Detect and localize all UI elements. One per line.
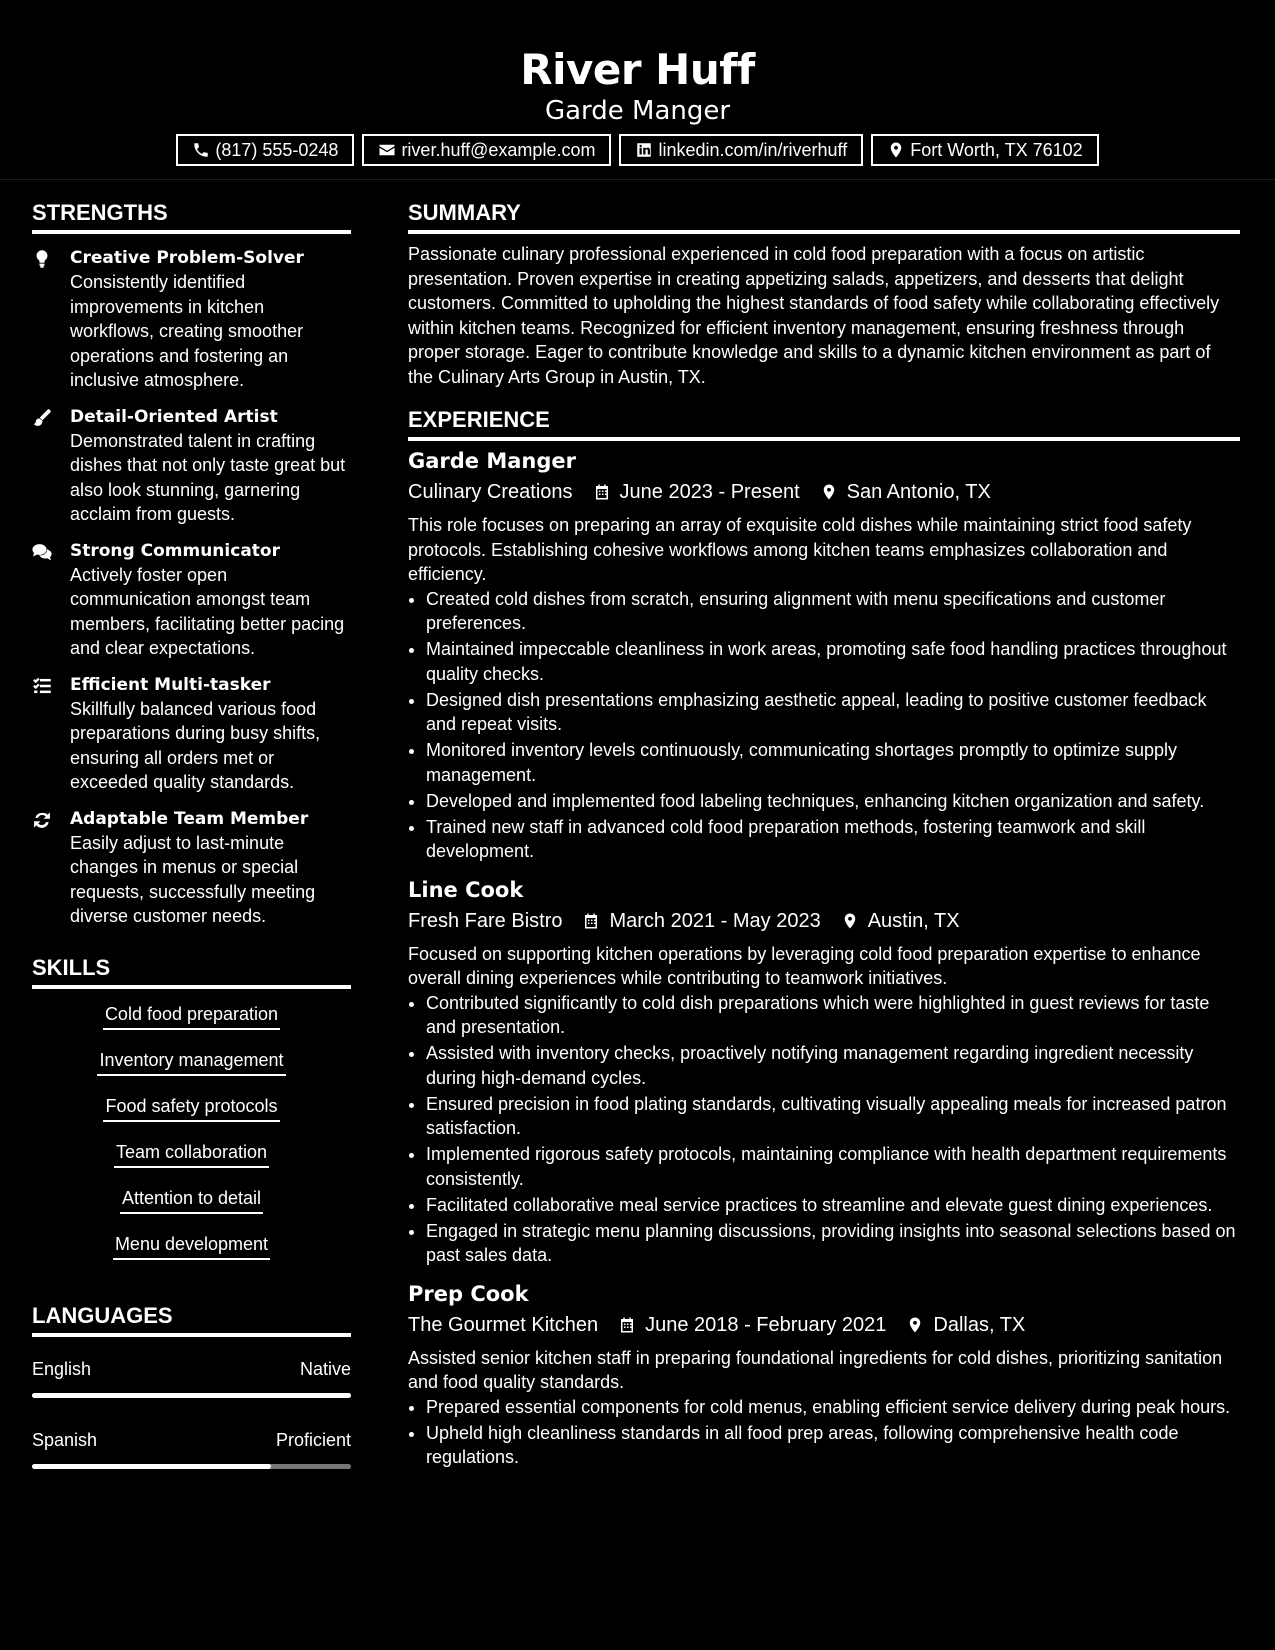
calendar-icon [593,482,611,502]
languages-heading: LANGUAGES [32,1299,351,1337]
contact-linkedin-text: linkedin.com/in/riverhuff [658,139,848,160]
job-entry [408,876,1240,1268]
refresh-icon [32,807,70,929]
job-bullet: • Monitored inventory levels continuously, communicating shortages promptly to optimize supply management. [426,738,1240,787]
map-pin-icon [887,141,905,159]
language-proficiency-fill [32,1464,271,1469]
skills-heading: SKILLS [32,951,351,989]
job-bullet: • Upheld high cleanliness standards in all food prep areas, following comprehensive health code regulations. [426,1421,1240,1470]
job-bullet: • Ensured precision in food plating standards, cultivating visually appealing meals for increased patron satisfaction. [426,1092,1240,1141]
job-meta [408,1310,1240,1340]
job-title: Garde Manger [408,449,576,473]
summary-heading: SUMMARY [408,196,1240,234]
language-name: Spanish [32,1429,98,1450]
strength-item [32,246,351,393]
strength-description: Consistently identified improvements in kitchen workflows, creating smoother operations and fostering an inclusive atmosphere. [70,272,304,390]
job-bullets [408,1395,1240,1470]
job-title: Prep Cook [408,1281,529,1306]
language-level: Native [299,1358,351,1379]
job-company: Culinary Creations [408,481,573,503]
job-bullet: • Engaged in strategic menu planning discussions, providing insights into seasonal selections based on past sales data. [426,1219,1240,1268]
skill-tag: Attention to detail [120,1185,263,1214]
strength-item [32,405,351,527]
job-title: Line Cook [408,877,524,902]
strength-title: Adaptable Team Member [70,808,309,829]
contact-bar [0,134,1275,166]
job-bullet: • Prepared essential components for cold menus, enabling efficient service delivery during peak hours. [426,1395,1240,1420]
strength-description: Easily adjust to last-minute changes in menus or special requests, successfully meeting diverse customer needs. [70,832,316,926]
strength-title: Creative Problem-Solver [70,248,304,268]
contact-phone[interactable] [176,134,354,166]
strength-title: Detail-Oriented Artist [70,406,278,427]
strength-item [32,673,351,795]
skills-list [32,1001,351,1277]
job-bullets [408,991,1240,1268]
strength-description: Skillfully balanced various food preparations during busy shifts, ensuring all orders met or exceeded quality standards. [70,698,321,792]
skill-tag: Inventory management [97,1047,285,1076]
chat-bubbles-icon [32,539,70,661]
language-proficiency-bar [32,1464,351,1469]
strength-title: Strong Communicator [70,540,280,561]
job-meta [408,906,1240,936]
calendar-icon [618,1315,636,1335]
skill-tag: Cold food preparation [103,1001,280,1030]
contact-location [871,134,1098,166]
strengths-heading: STRENGTHS [32,196,351,234]
strength-item [32,807,351,929]
job-description: Assisted senior kitchen staff in preparing foundational ingredients for cold dishes, prioritizing sanitation and food quality standards. [408,1347,1223,1392]
strength-title: Efficient Multi-tasker [70,674,271,695]
language-level: Proficient [275,1429,351,1450]
job-description: This role focuses on preparing an array of exquisite cold dishes while maintaining strict food safety protocols. Establishing cohesive workflows among kitchen teams emphasizes collaboration and efficiency. [408,515,1192,584]
contact-location-text: Fort Worth, TX 76102 [910,139,1083,160]
language-proficiency-fill [32,1393,351,1398]
job-bullet: • Contributed significantly to cold dish preparations which were highlighted in guest reviews for taste and presentation. [426,991,1240,1040]
envelope-icon [378,141,396,159]
job-location: San Antonio, TX [846,481,991,503]
map-pin-icon [841,911,859,931]
language-item [32,1428,351,1469]
job-dates: June 2018 - February 2021 [645,1313,887,1336]
job-bullet: • Facilitated collaborative meal service practices to streamline and elevate guest dining experiences. [426,1193,1240,1218]
job-company: The Gourmet Kitchen [408,1313,599,1336]
contact-email-text: river.huff@example.com [401,139,596,160]
contact-phone-text: (817) 555-0248 [215,139,339,160]
task-list-icon [32,673,70,795]
language-name: English [32,1358,92,1379]
skill-tag: Food safety protocols [103,1093,279,1122]
summary-text: Passionate culinary professional experienced in cold food preparation with a focus on artistic presentation. Proven expertise in creating appetizing salads, appetizers, and desserts that delight customers. Committed to upholding the highest standards of food safety while collaborating effectively within kitchen teams. Recognized for efficient inventory management, ensuring freshness through proper storage. Eager to contribute knowledge and skills to a dynamic kitchen environment as part of the Culinary Arts Group in Austin, TX. [408,244,1220,387]
job-meta [408,477,1240,507]
job-bullet: • Maintained impeccable cleanliness in work areas, promoting safe food handling practices throughout quality checks. [426,637,1240,686]
linkedin-icon [635,141,653,159]
contact-email[interactable] [362,134,611,166]
right-column [408,196,1240,1471]
job-company: Fresh Fare Bistro [408,909,563,932]
job-bullet: • Created cold dishes from scratch, ensuring alignment with menu specifications and customer preferences. [426,587,1240,636]
map-pin-icon [906,1315,924,1335]
strength-description: Actively foster open communication amongst team members, facilitating better pacing and clear expectations. [70,564,345,658]
language-item [32,1357,351,1398]
contact-linkedin[interactable] [619,134,863,166]
candidate-headline: Garde Manger [544,96,731,126]
strength-description: Demonstrated talent in crafting dishes that not only taste great but also look stunning, garnering acclaim from guests. [70,430,346,524]
job-location: Dallas, TX [933,1313,1026,1336]
paintbrush-icon [32,405,70,527]
candidate-name: River Huff [520,45,755,94]
skill-tag: Team collaboration [114,1139,269,1168]
skill-tag: Menu development [113,1231,270,1260]
job-bullet: • Developed and implemented food labeling techniques, enhancing kitchen organization and safety. [426,789,1240,814]
experience-heading: EXPERIENCE [408,403,1240,441]
job-entry [408,1280,1240,1470]
job-bullet: • Implemented rigorous safety protocols, maintaining compliance with health department requirements consistently. [426,1142,1240,1191]
job-location: Austin, TX [867,909,960,932]
job-bullet: • Trained new staff in advanced cold food preparation methods, fostering teamwork and skill development. [426,815,1240,864]
job-bullet: • Assisted with inventory checks, proactively notifying management regarding ingredient necessity during high-demand cycles. [426,1041,1240,1090]
job-entry [408,447,1240,864]
map-pin-icon [820,482,838,502]
job-dates: March 2021 - May 2023 [609,909,821,932]
language-proficiency-bar [32,1393,351,1398]
lightbulb-icon [32,246,70,393]
strength-item [32,539,351,661]
job-description: Focused on supporting kitchen operations by leveraging cold food preparation expertise to enhance overall dining experiences while contributing to teamwork initiatives. [408,943,1201,988]
job-bullet: • Designed dish presentations emphasizing aesthetic appeal, leading to positive customer feedback and repeat visits. [426,688,1240,737]
left-column [32,196,351,1469]
job-bullets [408,587,1240,864]
calendar-icon [582,911,600,931]
phone-icon [192,141,210,159]
resume-header [0,0,1275,180]
job-dates: June 2023 - Present [619,481,800,503]
